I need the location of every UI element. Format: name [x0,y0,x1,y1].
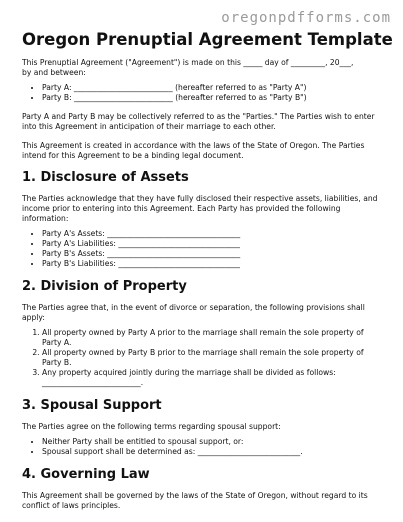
section-2-heading: 2. Division of Property [22,279,187,294]
assets-list [22,229,381,269]
parties-list [22,83,381,103]
list-item: • Party B's Assets: ___________________________________ [42,249,381,259]
list-item: • Party B's Liabilities: ________________________________ [42,259,381,269]
intro-line-1: This Prenuptial Agreement ("Agreement") is made on this _____ day of _________, 20___, [22,58,354,67]
support-list [22,437,381,457]
section-4-text: This Agreement shall be governed by the laws of the State of Oregon, without regard to its conflict of laws principles. [22,491,368,510]
party-b-line: • Party B: __________________________ (hereafter referred to as "Party B") [42,93,381,103]
section-3-text: The Parties agree on the following terms regarding spousal support: [22,422,281,431]
list-item: • Party A's Assets: ___________________________________ [42,229,381,239]
list-item: • Neither Party shall be entitled to spousal support, or: [42,437,381,447]
intro-line-2: by and between: [22,68,86,77]
party-a-line: • Party A: __________________________ (hereafter referred to as "Party A") [42,83,381,93]
section-1-text: The Parties acknowledge that they have fully disclosed their respective assets, liabilities, and income prior to entering into this Agreement. Each Party has provided the following information: [22,194,378,223]
section-3-heading: 3. Spousal Support [22,398,162,413]
intro-paragraph-2: This Agreement is created in accordance with the laws of the State of Oregon. The Parties intend for this Agreement to be a binding legal document. [22,141,365,160]
section-2-text: The Parties agree that, in the event of divorce or separation, the following provisions shall apply: [22,303,365,322]
list-item: • Party A's Liabilities: ________________________________ [42,239,381,249]
intro-paragraph-1: Party A and Party B may be collectively referred to as the "Parties." The Parties wish to enter into this Agreement in anticipation of their marriage to each other. [22,112,375,131]
section-1-heading: 1. Disclosure of Assets [22,170,189,185]
document-title: Oregon Prenuptial Agreement Template [22,30,393,49]
watermark: oregonpdfforms.com [221,10,391,26]
property-list [22,328,381,388]
list-item: 1. All property owned by Party A prior to the marriage shall remain the sole property of Party A. [42,328,381,348]
list-item: 3. Any property acquired jointly during the marriage shall be divided as follows: __________________________. [42,368,381,388]
list-item: • Spousal support shall be determined as: ___________________________. [42,447,381,457]
section-4-heading: 4. Governing Law [22,467,150,482]
list-item: 2. All property owned by Party B prior to the marriage shall remain the sole property of Party B. [42,348,381,368]
